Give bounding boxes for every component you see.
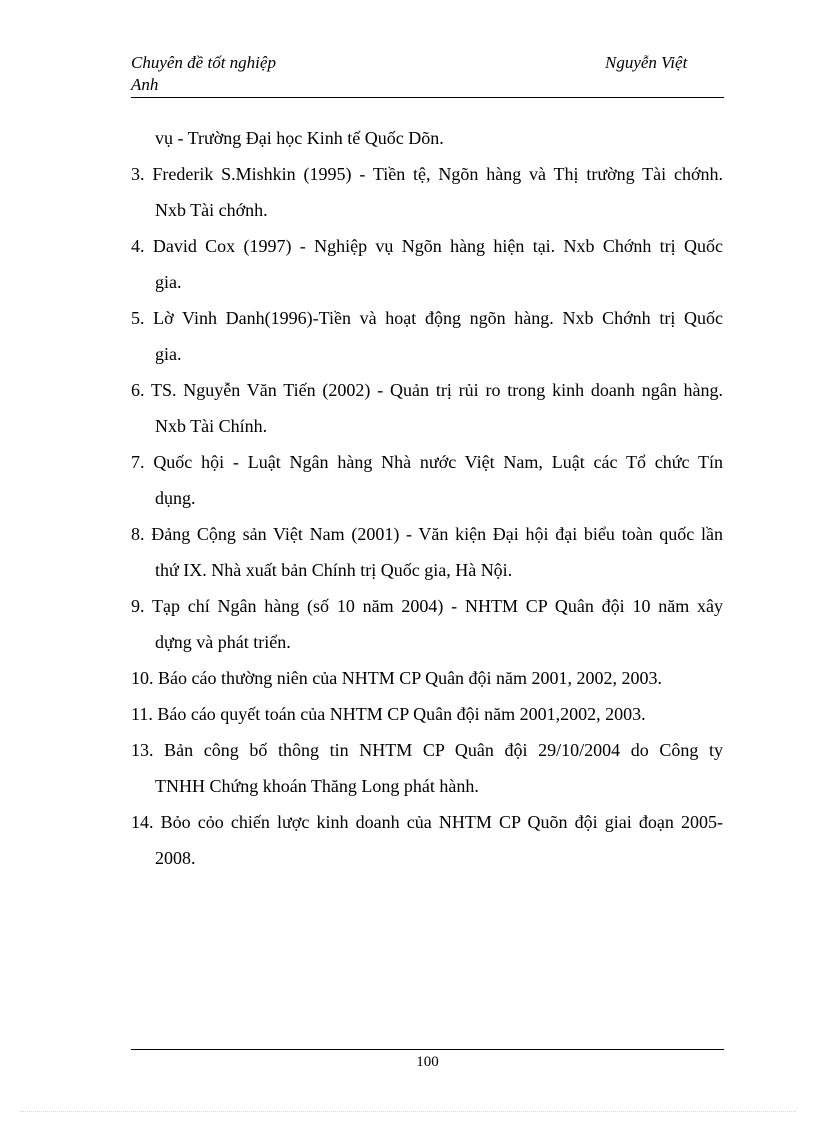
reference-line: 9. Tạp chí Ngân hàng (số 10 năm 2004) - NHTM CP Quân đội 10 năm xây (131, 596, 723, 616)
reference-item (131, 660, 723, 696)
reference-item (131, 732, 723, 804)
page-header (131, 52, 724, 98)
reference-item (131, 588, 723, 660)
reference-line: 3. Frederik S.Mishkin (1995) - Tiền tệ, Ngõn hàng và Thị trường Tài chớnh. (131, 164, 723, 184)
footer-divider (131, 1049, 724, 1050)
reference-line-continuation: TNHH Chứng khoán Thăng Long phát hành. (155, 776, 479, 796)
reference-line: 6. TS. Nguyễn Văn Tiến (2002) - Quản trị rủi ro trong kinh doanh ngân hàng. (131, 380, 723, 400)
page-bottom-edge (20, 1111, 796, 1112)
header-author: Nguyễn Việt (605, 53, 688, 72)
reference-line-continuation: dụng. (155, 488, 196, 508)
reference-item (131, 804, 723, 876)
reference-item (131, 372, 723, 444)
reference-line: 14. Bỏo cỏo chiến lược kinh doanh của NHTM CP Quõn đội giai đoạn 2005- (131, 812, 723, 832)
reference-item (131, 228, 723, 300)
reference-item (131, 444, 723, 516)
reference-item (131, 516, 723, 588)
reference-line: 5. Lờ Vinh Danh(1996)-Tiền và hoạt động ngõn hàng. Nxb Chớnh trị Quốc (131, 308, 723, 328)
reference-line: 7. Quốc hội - Luật Ngân hàng Nhà nước Việt Nam, Luật các Tổ chức Tín (131, 452, 723, 472)
reference-line: 11. Báo cáo quyết toán của NHTM CP Quân đội năm 2001,2002, 2003. (131, 704, 646, 724)
header-document-title (131, 52, 431, 96)
reference-item (131, 120, 723, 156)
reference-line-continuation: 2008. (155, 848, 196, 868)
reference-line: 13. Bản công bố thông tin NHTM CP Quân đội 29/10/2004 do Công ty (131, 740, 723, 760)
reference-line: vụ - Trường Đại học Kinh tế Quốc Dõn. (155, 128, 444, 148)
reference-line: 8. Đảng Cộng sản Việt Nam (2001) - Văn kiện Đại hội đại biểu toàn quốc lần (131, 524, 723, 544)
header-title-line-2: Anh (131, 75, 159, 94)
header-title-line-1: Chuyên đề tốt nghiệp (131, 53, 276, 72)
reference-line-continuation: Nxb Tài Chính. (155, 416, 268, 436)
reference-line-continuation: Nxb Tài chớnh. (155, 200, 268, 220)
reference-line: 4. David Cox (1997) - Nghiệp vụ Ngõn hàng hiện tại. Nxb Chớnh trị Quốc (131, 236, 723, 256)
reference-line-continuation: thứ IX. Nhà xuất bản Chính trị Quốc gia, Hà Nội. (155, 560, 513, 580)
reference-line-continuation: gia. (155, 344, 182, 364)
reference-list (131, 120, 723, 876)
reference-item (131, 300, 723, 372)
reference-line: 10. Báo cáo thường niên của NHTM CP Quân đội năm 2001, 2002, 2003. (131, 668, 663, 688)
reference-item (131, 696, 723, 732)
reference-line-continuation: gia. (155, 272, 182, 292)
reference-line-continuation: dựng và phát triển. (155, 632, 291, 652)
reference-item (131, 156, 723, 228)
page-number: 100 (416, 1054, 439, 1070)
